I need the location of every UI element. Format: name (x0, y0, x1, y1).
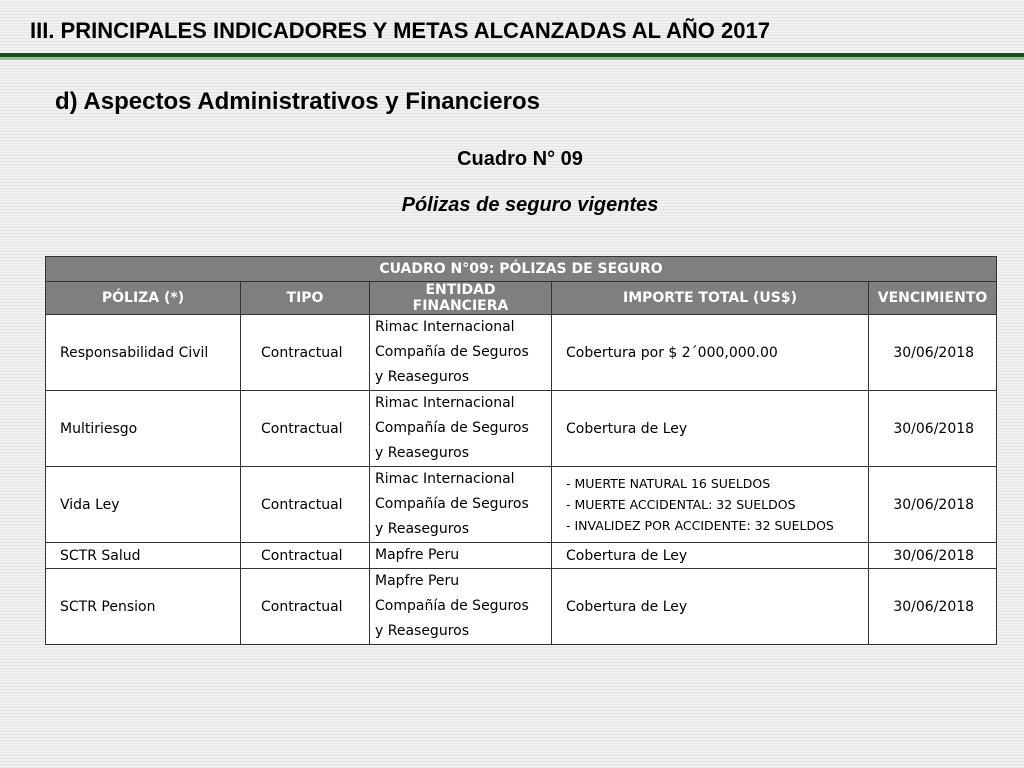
table-banner: CUADRO N°09: PÓLIZAS DE SEGURO (46, 257, 997, 282)
entidad-line: Mapfre Peru (375, 573, 460, 589)
importe-cell: Cobertura de Ley (552, 569, 869, 645)
importe-cell: Cobertura por $ 2´000,000.00 (552, 315, 869, 391)
entidad-line: Mapfre Peru (375, 547, 460, 563)
entidad-cell (370, 315, 552, 391)
section-title: III. PRINCIPALES INDICADORES Y METAS ALCANZADAS AL AÑO 2017 (30, 18, 770, 43)
poliza-cell: SCTR Salud (46, 543, 241, 569)
table-row (46, 467, 997, 543)
table-row (46, 569, 997, 645)
poliza-cell: Multiriesgo (46, 391, 241, 467)
table-row (46, 391, 997, 467)
tipo-cell: Contractual (241, 467, 370, 543)
vencimiento-cell: 30/06/2018 (869, 543, 997, 569)
entidad-cell (370, 467, 552, 543)
cuadro-caption: Pólizas de seguro vigentes (401, 194, 659, 216)
table-row (46, 543, 997, 569)
tipo-cell: Contractual (241, 391, 370, 467)
column-header-importe: IMPORTE TOTAL (US$) (552, 282, 869, 315)
poliza-cell: Responsabilidad Civil (46, 315, 241, 391)
table-row (46, 315, 997, 391)
cuadro-number: Cuadro N° 09 (457, 148, 583, 170)
vencimiento-cell: 30/06/2018 (869, 467, 997, 543)
entidad-cell (370, 543, 552, 569)
importe-cell: Cobertura de Ley (552, 543, 869, 569)
entidad-cell (370, 391, 552, 467)
entidad-line: Compañía de Seguros (375, 420, 529, 436)
importe-cell (552, 467, 869, 543)
entidad-line: Rimac Internacional (375, 319, 515, 335)
poliza-cell: Vida Ley (46, 467, 241, 543)
importe-line: - MUERTE NATURAL 16 SUELDOS (566, 476, 771, 491)
entidad-line: Rimac Internacional (375, 395, 515, 411)
poliza-cell: SCTR Pension (46, 569, 241, 645)
entidad-line: Compañía de Seguros (375, 496, 529, 512)
entidad-line: y Reaseguros (375, 521, 470, 537)
entidad-line: Compañía de Seguros (375, 344, 529, 360)
subsection-title: d) Aspectos Administrativos y Financieros (55, 88, 541, 115)
entidad-line: y Reaseguros (375, 445, 470, 461)
importe-line: - INVALIDEZ POR ACCIDENTE: 32 SUELDOS (566, 518, 834, 533)
tipo-cell: Contractual (241, 569, 370, 645)
entidad-line: Compañía de Seguros (375, 598, 529, 614)
header-rule-light (0, 57, 1024, 60)
vencimiento-cell: 30/06/2018 (869, 569, 997, 645)
entidad-line: Rimac Internacional (375, 471, 515, 487)
table-header-row (46, 282, 997, 315)
importe-cell: Cobertura de Ley (552, 391, 869, 467)
tipo-cell: Contractual (241, 543, 370, 569)
entidad-line: y Reaseguros (375, 623, 470, 639)
policies-table (45, 256, 997, 645)
entidad-cell (370, 569, 552, 645)
column-header-vencimiento: VENCIMIENTO (869, 282, 997, 315)
vencimiento-cell: 30/06/2018 (869, 391, 997, 467)
column-header-tipo: TIPO (241, 282, 370, 315)
importe-line: - MUERTE ACCIDENTAL: 32 SUELDOS (566, 497, 796, 512)
vencimiento-cell: 30/06/2018 (869, 315, 997, 391)
column-header-entidad: ENTIDAD FINANCIERA (370, 282, 552, 315)
tipo-cell: Contractual (241, 315, 370, 391)
column-header-poliza: PÓLIZA (*) (46, 282, 241, 315)
entidad-line: y Reaseguros (375, 369, 470, 385)
table-banner-row (46, 257, 997, 282)
